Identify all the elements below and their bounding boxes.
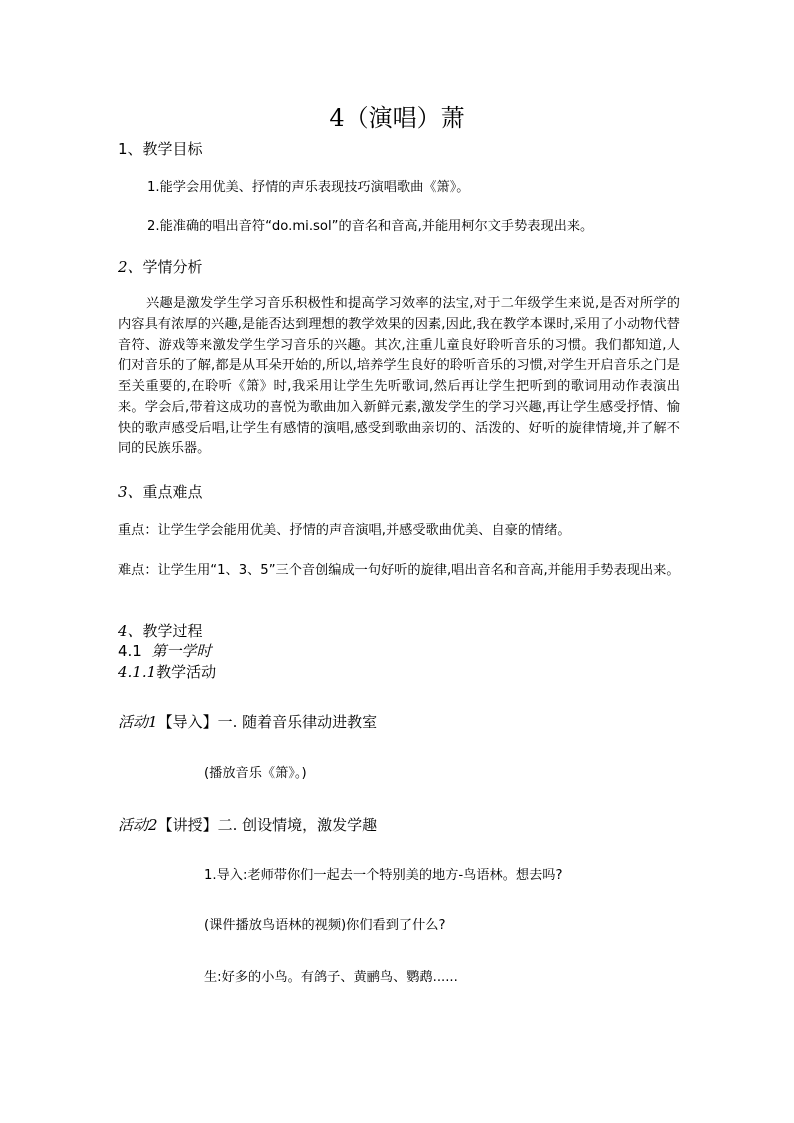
activity-title: 二. 创设情境，激发学趣 <box>217 816 378 834</box>
section-title: 重点难点 <box>142 483 203 501</box>
subsubsection-number: 4.1.1 <box>118 663 157 681</box>
activity-title: 一. 随着音乐律动进教室 <box>217 713 378 731</box>
section-number: 2、 <box>118 258 143 276</box>
activity-number: 1 <box>148 713 158 731</box>
section-heading-keypoints <box>118 482 203 502</box>
subsection-title: 第一学时 <box>151 642 212 660</box>
subsubsection-heading <box>118 662 216 682</box>
activity-line: 生:好多的小鸟。有鸽子、黄鹂鸟、鹦鹉...... <box>204 970 458 985</box>
section-number: 1、 <box>118 140 143 158</box>
section-number: 3、 <box>118 483 143 501</box>
activity-label: 活动 <box>118 816 149 834</box>
section-title: 教学过程 <box>142 622 203 640</box>
key-point: 重点：让学生学会能用优美、抒情的声音演唱,并感受歌曲优美、自豪的情绪。 <box>118 523 571 538</box>
activity-line: (课件播放鸟语林的视频)你们看到了什么? <box>204 918 446 933</box>
subsubsection-title: 教学活动 <box>156 663 217 681</box>
section-title: 教学目标 <box>142 140 203 158</box>
difficult-point: 难点：让学生用“1、3、5”三个音创编成一句好听的旋律,唱出音名和音高,并能用手势表现出来。 <box>118 563 680 578</box>
activity-line: 1.导入:老师带你们一起去一个特别美的地方-鸟语林。想去吗? <box>204 868 563 883</box>
activity-heading <box>118 712 377 732</box>
section-heading-analysis <box>118 257 203 277</box>
page-title: 4（演唱）萧 <box>329 104 465 132</box>
goal-item: 2.能准确的唱出音符“do.mi.sol”的音名和音高,并能用柯尔文手势表现出来。 <box>147 219 594 234</box>
subsection-number: 4.1 <box>118 642 142 660</box>
section-title: 学情分析 <box>142 258 203 276</box>
activity-tag: 【讲授】 <box>157 816 218 834</box>
activity-line: (播放音乐《箫》。) <box>204 766 307 781</box>
section-number: 4、 <box>118 622 143 640</box>
activity-number: 2 <box>148 816 158 834</box>
section-heading-goals <box>118 139 203 159</box>
goal-item: 1.能学会用优美、抒情的声乐表现技巧演唱歌曲《箫》。 <box>147 180 470 195</box>
activity-label: 活动 <box>118 713 149 731</box>
section-heading-process <box>118 621 203 641</box>
subsection-heading <box>118 641 211 661</box>
analysis-paragraph: 兴趣是激发学生学习音乐积极性和提高学习效率的法宝,对于二年级学生来说,是否对所学的内容具有浓厚的兴趣,是能否达到理想的教学效果的因素,因此,我在教学本课时,采用了小动物代替音符、游戏等来激发学生学习音乐的兴趣。其次,注重儿童良好聆听音乐的习惯。我们都知道,人们对音乐的了解,都是从耳朵开始的,所以,培养学生良好的聆听音乐的习惯,对学生开启音乐之门是至关重要的,在聆听《箫》时,我采用让学生先听歌词,然后再让学生把听到的歌词用动作表演出来。学会后,带着这成功的喜悦为歌曲加入新鲜元素,激发学生的学习兴趣,再让学生感受抒情、愉快的歌声感受后唱,让学生有感情的演唱,感受到歌曲亲切的、活泼的、好听的旋律情境,并了解不同的民族乐器。 <box>118 296 680 457</box>
activity-tag: 【导入】 <box>157 713 218 731</box>
activity-heading <box>118 815 377 835</box>
